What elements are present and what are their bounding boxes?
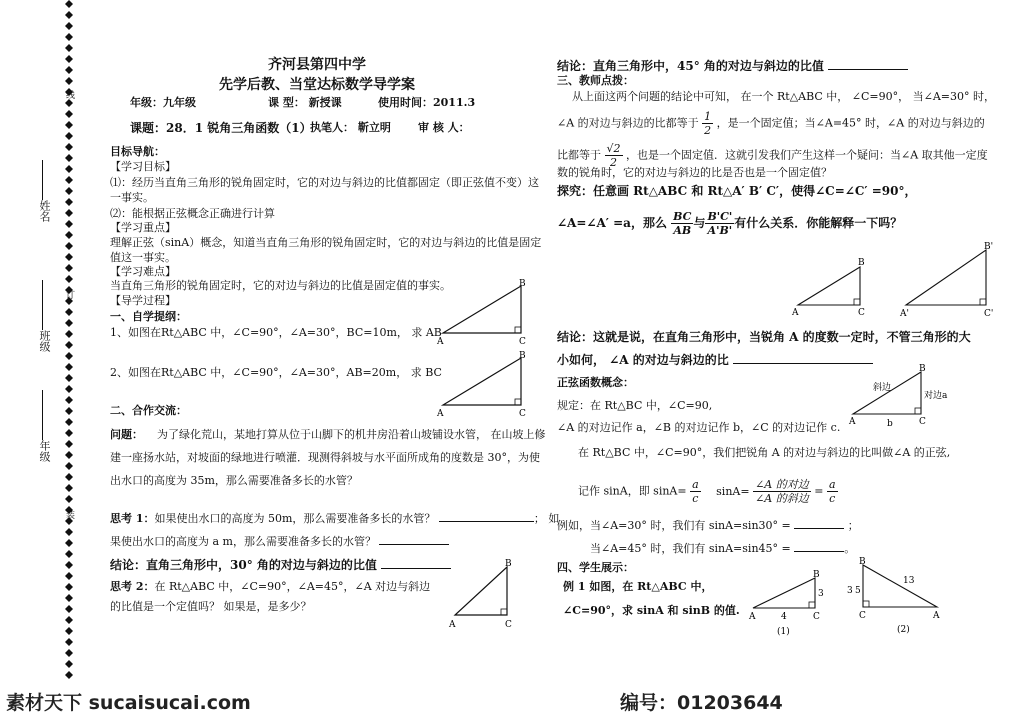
- border-diamond: [65, 418, 73, 426]
- lesson-topic: 课题：28．1 锐角三角函数（1）: [130, 121, 312, 135]
- border-diamond: [65, 209, 73, 217]
- right-angle-mark: [501, 609, 507, 615]
- watermark-site: 素材天下 sucaisucai.com: [6, 692, 251, 714]
- margin-class-line: [42, 280, 43, 330]
- border-diamond: [65, 594, 73, 602]
- answer-blank[interactable]: [794, 517, 844, 529]
- watermark-id: 编号：01203644: [620, 692, 783, 714]
- border-diamond: [65, 605, 73, 613]
- side-3: 3: [818, 589, 824, 599]
- vertex-b: B: [859, 557, 866, 567]
- right-angle-mark: [809, 602, 815, 608]
- border-diamond: [65, 583, 73, 591]
- vertex-b: B: [919, 364, 926, 374]
- triangle-shape: [753, 578, 815, 608]
- border-diamond: [65, 165, 73, 173]
- conclusion-general-2: 小如何， ∠A 的对边与斜边的比: [557, 352, 873, 367]
- problem-line-3: 出水口的高度为 35m，那么需要准备多长的水管？: [110, 474, 358, 487]
- triangle-explore-abc: [790, 255, 870, 320]
- border-diamond: [65, 440, 73, 448]
- vertex-c: C: [919, 417, 926, 427]
- triangle-shape: [906, 250, 986, 305]
- border-diamond: [65, 374, 73, 382]
- vertex-b: B: [519, 279, 526, 289]
- question-1: 1、如图在Rt△ABC 中，∠C=90°，∠A=30°，BC=10m， 求 AB: [110, 326, 442, 339]
- border-diamond: [65, 429, 73, 437]
- vertex-b: B: [505, 559, 512, 569]
- triangle-shape: [853, 372, 921, 414]
- margin-ding: 订: [64, 290, 74, 299]
- problem-line-2: 建一座扬水站，对坡面的绿地进行喷灌．现测得斜坡与水平面所成角的度数是 30°，为使: [110, 451, 540, 464]
- lesson-type-field: 课 型： 新授课: [268, 96, 342, 109]
- triangle-q1: [435, 278, 535, 348]
- border-diamond: [65, 484, 73, 492]
- answer-blank[interactable]: [379, 533, 449, 545]
- opposite-label: 对边a: [924, 391, 948, 401]
- vertex-c: C: [858, 308, 865, 318]
- vertex-b-prime: B': [984, 242, 994, 252]
- border-diamond: [65, 671, 73, 679]
- answer-blank[interactable]: [381, 557, 451, 569]
- border-diamond: [65, 462, 73, 470]
- page-subtitle: 先学后教、当堂达标数学导学案: [219, 77, 415, 93]
- vertex-a: A: [792, 308, 799, 318]
- triangle-example-1: [745, 570, 830, 640]
- margin-grade-label: 年级: [38, 440, 51, 462]
- vertex-b: B: [519, 351, 526, 361]
- side-b-label: b: [887, 419, 893, 429]
- key-2: 值这一事实。: [110, 251, 176, 264]
- question-2: 2、如图在Rt△ABC 中，∠C=90°，∠A=30°，AB=20m， 求 BC: [110, 366, 442, 379]
- think-1-line-2: 果使出水口的高度为 a m，那么需要准备多长的水管？: [110, 533, 449, 549]
- border-diamond: [65, 473, 73, 481]
- vertex-c: C: [519, 337, 526, 347]
- border-diamond: [65, 660, 73, 668]
- border-diamond: [65, 22, 73, 30]
- border-diamond: [65, 143, 73, 151]
- border-diamond: [65, 187, 73, 195]
- side-13: 13: [903, 576, 915, 586]
- date-field: 使用时间：2011.3: [378, 96, 476, 109]
- border-diamond: [65, 528, 73, 536]
- vertex-c: C: [505, 620, 512, 630]
- answer-blank[interactable]: [439, 510, 534, 522]
- margin-class-label: 班级: [38, 330, 51, 352]
- triangle-explore-abc-prime: [898, 240, 1003, 320]
- teacher-line-2: ∠A 的对边与斜边的比都等于 $\frac{1}{2}$ ，是一个固定值；当∠A=45° 时，∠A 的对边与斜边的: [557, 110, 985, 137]
- triangle-shape: [863, 565, 937, 607]
- fraction-a-c-2: $\frac{a}{c}$: [828, 478, 836, 505]
- triangle-q2: [435, 350, 535, 420]
- answer-blank[interactable]: [828, 58, 908, 70]
- vertex-a: A: [849, 417, 856, 427]
- margin-diamond-border: [62, 0, 76, 690]
- example-30: 例如，当∠A=30° 时，我们有 sinA=sin30° = ；: [557, 519, 859, 532]
- border-diamond: [65, 539, 73, 547]
- border-diamond: [65, 132, 73, 140]
- sine-concept-heading: 正弦函数概念：: [557, 376, 634, 389]
- side-4: 4: [781, 612, 787, 622]
- problem-label: 问题：: [110, 428, 143, 441]
- teacher-line-3: 比都等于 $\frac{√2}{2}$ ，也是一个固定值．这就引发我们产生这样一个疑问：当∠A 取其他一定度: [557, 142, 988, 169]
- student-heading: 四、学生展示：: [557, 561, 634, 574]
- border-diamond: [65, 341, 73, 349]
- key-heading: 【学习重点】: [110, 221, 176, 234]
- vertex-a: A: [933, 611, 940, 621]
- right-angle-mark: [863, 601, 869, 607]
- right-angle-mark: [854, 299, 860, 305]
- school-title: 齐河县第四中学: [268, 57, 366, 73]
- vertex-a: A: [749, 612, 756, 622]
- self-study-heading: 一、自学提纲：: [110, 310, 187, 323]
- border-diamond: [65, 198, 73, 206]
- rule-line-1: 规定：在 Rt△BC 中，∠C=90,: [557, 399, 713, 412]
- border-diamond: [65, 242, 73, 250]
- border-diamond: [65, 99, 73, 107]
- fraction-bc-ab: $\frac{BC}{AB}$: [673, 210, 692, 237]
- teacher-heading: 三、教师点拨：: [557, 74, 634, 87]
- side-5: 5: [855, 586, 861, 596]
- conclusion-30: 结论：直角三角形中，30° 角的对边与斜边的比值: [110, 557, 451, 572]
- border-diamond: [65, 451, 73, 459]
- triangle-shape: [443, 358, 521, 405]
- border-diamond: [65, 407, 73, 415]
- margin-name-label: 姓名: [38, 200, 51, 222]
- nav-heading: 目标导航：: [110, 145, 165, 158]
- figure-1-label: (1): [777, 627, 790, 637]
- border-diamond: [65, 77, 73, 85]
- border-diamond: [65, 0, 73, 8]
- border-diamond: [65, 319, 73, 327]
- author-field: 执笔人： 靳立明: [310, 121, 391, 134]
- triangle-shape: [443, 286, 521, 333]
- difficulty-heading: 【学习难点】: [110, 265, 176, 278]
- fraction-words: $\frac{\text{∠A 的对边}}{\text{∠A 的斜边}}$: [755, 478, 809, 505]
- border-diamond: [65, 649, 73, 657]
- right-angle-mark: [515, 327, 521, 333]
- fraction-a-c: $\frac{a}{c}$: [692, 478, 699, 505]
- key-1: 理解正弦（sinA）概念，知道当直角三角形的锐角固定时，它的对边与斜边的比值是固定: [110, 236, 542, 249]
- border-diamond: [65, 44, 73, 52]
- border-diamond: [65, 363, 73, 371]
- figure-2-label: (2): [897, 625, 910, 635]
- right-angle-mark: [980, 299, 986, 305]
- cooperation-heading: 二、合作交流：: [110, 404, 187, 417]
- margin-name-line: [42, 160, 43, 200]
- border-diamond: [65, 616, 73, 624]
- border-diamond: [65, 220, 73, 228]
- vertex-c: C: [519, 409, 526, 419]
- border-diamond: [65, 396, 73, 404]
- right-angle-mark: [915, 408, 921, 414]
- goal-1b: 一事实。: [110, 191, 154, 204]
- border-diamond: [65, 495, 73, 503]
- triangle-shape: [455, 567, 507, 615]
- hypotenuse-label: 斜边: [873, 383, 892, 393]
- think-1-line-1: 思考 1：如果使出水口的高度为 50m，那么需要准备多长的水管？ ； 如: [110, 512, 560, 525]
- example-45: 当∠A=45° 时，我们有 sinA=sin45° = 。: [590, 542, 856, 555]
- teacher-line-1: 从上面这两个问题的结论中可知， 在一个 Rt△ABC 中， ∠C=90°， 当∠A=30° 时，: [572, 90, 996, 103]
- border-diamond: [65, 572, 73, 580]
- think-2-line-1: 思考 2：在 Rt△ABC 中，∠C=90°，∠A=45°，∠A 对边与斜边: [110, 580, 431, 593]
- border-diamond: [65, 385, 73, 393]
- margin-xian: 线: [64, 90, 74, 99]
- margin-zhuang: 装: [64, 510, 74, 519]
- vertex-a-prime: A': [900, 309, 909, 319]
- vertex-b: B: [813, 570, 820, 580]
- border-diamond: [65, 561, 73, 569]
- conclusion-45: 结论：直角三角形中，45° 角的对边与斜边的比值: [557, 58, 908, 73]
- conclusion-general-1: 结论：这就是说，在直角三角形中，当锐角 A 的度数一定时，不管三角形的大: [557, 330, 971, 344]
- vertex-c: C: [859, 611, 866, 621]
- right-angle-mark: [515, 399, 521, 405]
- grade-field: 年级：九年级: [130, 96, 196, 109]
- border-diamond: [65, 264, 73, 272]
- rule-line-3: 在 Rt△BC 中，∠C=90°，我们把锐角 A 的对边与斜边的比叫做∠A 的正弦,: [578, 446, 951, 459]
- border-diamond: [65, 231, 73, 239]
- problem-line-1: 问题： 为了绿化荒山，某地打算从位于山脚下的机井房沿着山坡铺设水管， 在山坡上修: [110, 428, 546, 441]
- triangle-example-2: [845, 555, 945, 640]
- border-diamond: [65, 638, 73, 646]
- border-diamond: [65, 352, 73, 360]
- reviewer-field: 审 核 人：: [418, 121, 470, 134]
- sine-formula: 记作 sinA，即 sinA= $\frac{a}{c}$ sinA= $\frac{\text{∠A 的对边}}{\text{∠A 的斜边}}$ = $\frac{a}{c}$: [578, 478, 836, 505]
- border-diamond: [65, 11, 73, 19]
- border-diamond: [65, 627, 73, 635]
- border-diamond: [65, 66, 73, 74]
- think-2-line-2: 的比值是一个定值吗？ 如果是，是多少？: [110, 600, 312, 613]
- triangle-think-2: [445, 555, 525, 630]
- border-diamond: [65, 121, 73, 129]
- goal-heading: 【学习目标】: [110, 160, 176, 173]
- triangle-sine-concept: [845, 362, 955, 432]
- border-diamond: [65, 330, 73, 338]
- rule-line-2: ∠A 的对边记作 a，∠B 的对边记作 b，∠C 的对边记作 c.: [557, 421, 841, 434]
- vertex-b: B: [858, 258, 865, 268]
- teacher-line-4: 数的锐角时，它的对边与斜边的比是否也是一个固定值？: [557, 166, 832, 179]
- vertex-a: A: [437, 337, 444, 347]
- fraction-one-half: $\frac{1}{2}$: [704, 110, 712, 137]
- fraction-bcp-abp: $\frac{B'C'}{A'B'}$: [707, 210, 733, 237]
- vertex-c-prime: C': [984, 309, 994, 319]
- margin-grade-line: [42, 390, 43, 440]
- side-3: 3: [847, 586, 853, 596]
- example-1-line-1: 例 1 如图，在 Rt△ABC 中，: [563, 580, 713, 593]
- vertex-a: A: [449, 620, 456, 630]
- border-diamond: [65, 176, 73, 184]
- vertex-c: C: [813, 612, 820, 622]
- border-diamond: [65, 33, 73, 41]
- vertex-a: A: [437, 409, 444, 419]
- example-1-line-2: ∠C=90°，求 sinA 和 sinB 的值.: [563, 604, 740, 617]
- difficulty-1: 当直角三角形的锐角固定时，它的对边与斜边的比值是固定值的事实。: [110, 279, 451, 292]
- border-diamond: [65, 275, 73, 283]
- process-heading: 【导学过程】: [110, 294, 176, 307]
- border-diamond: [65, 550, 73, 558]
- border-diamond: [65, 154, 73, 162]
- goal-2: ⑵：能根据正弦概念正确进行计算: [110, 207, 275, 220]
- border-diamond: [65, 308, 73, 316]
- triangle-shape: [798, 267, 860, 305]
- explore-line-2: ∠A=∠A′ =a，那么 $\frac{BC}{AB}$ 与 $\frac{B'C'}{A'B'}$ 有什么关系．你能解释一下吗？: [557, 210, 903, 237]
- fraction-root2-half: $\frac{√2}{2}$: [606, 142, 621, 169]
- explore-line-1: 探究：任意画 Rt△ABC 和 Rt△A′ B′ C′，使得∠C=∠C′ =90°，: [557, 184, 917, 198]
- border-diamond: [65, 253, 73, 261]
- answer-blank[interactable]: [794, 540, 844, 552]
- border-diamond: [65, 55, 73, 63]
- border-diamond: [65, 110, 73, 118]
- goal-1a: ⑴：经历当直角三角形的锐角固定时，它的对边与斜边的比值都固定（即正弦值不变）这: [110, 176, 539, 189]
